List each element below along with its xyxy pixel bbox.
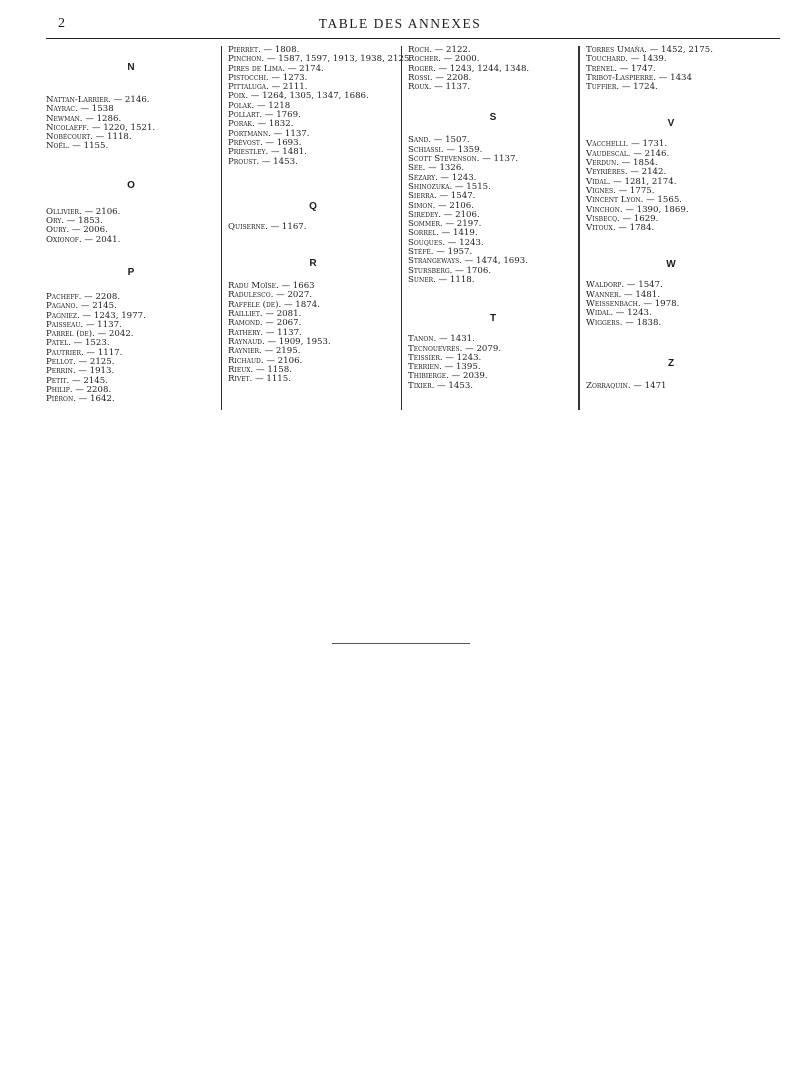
entry-name: Roch.	[408, 45, 432, 55]
entry-name: Vinchon.	[586, 204, 623, 215]
entry-name: Pistocchi.	[228, 72, 269, 83]
entry-name: Pellot.	[46, 357, 76, 368]
entry-name: Visbecq.	[586, 213, 620, 224]
entry-name: Nattan-Larrier.	[46, 95, 111, 105]
entry-name: Siredey.	[408, 209, 442, 220]
entry-refs: — 1629.	[619, 213, 659, 224]
entry-refs: — 1909, 1953.	[264, 336, 331, 347]
section-letter: V	[667, 118, 675, 130]
entry-refs: — 1243.	[442, 352, 482, 363]
entry-name: Suner.	[408, 274, 436, 285]
entry-refs: — 1326.	[425, 163, 465, 174]
entry-name: Tecnouevres.	[408, 343, 463, 354]
entry-name: Poix.	[228, 91, 249, 102]
index-column-3	[401, 46, 578, 410]
entry-name: Pagano.	[46, 301, 79, 312]
entry-refs: — 1117.	[83, 347, 123, 358]
entry-name: Trénel.	[586, 63, 617, 74]
entry-refs: — 1118.	[435, 274, 475, 285]
entry-name: Parrel (de).	[46, 329, 95, 340]
entry-name: Souques.	[408, 237, 446, 248]
entry-refs: — 1784.	[615, 223, 655, 234]
entry-name: Vignes.	[586, 185, 616, 196]
entry-name: Vacchelli.	[586, 139, 629, 150]
entry-refs: — 1419.	[438, 228, 478, 239]
entry-refs: — 1706.	[452, 265, 492, 276]
entry-refs: — 1547.	[436, 191, 476, 202]
entry-name: Torres Umaña.	[586, 45, 647, 55]
entry-refs: — 1853.	[64, 216, 103, 227]
entry-name: Pinchon.	[228, 54, 265, 65]
entry-refs: — 2000.	[440, 54, 480, 65]
entry-refs: — 1243.	[437, 172, 477, 183]
entry-refs: — 1395.	[441, 362, 481, 373]
entry-refs: — 2042.	[94, 329, 134, 340]
entry-name: Roux.	[408, 82, 432, 93]
entry-name: Weissenbach.	[586, 299, 641, 310]
entry-name: Radulesco.	[228, 290, 274, 301]
entry-name: Quiserne.	[228, 221, 268, 232]
entry-name: Verdun.	[586, 158, 619, 169]
entry-refs: — 1243, 1977.	[79, 310, 146, 321]
entry-refs: — 2142.	[627, 167, 667, 178]
entry-refs: — 2106.	[435, 200, 474, 211]
entry-refs: — 2145.	[78, 301, 117, 312]
index-entry	[586, 319, 756, 328]
entry-refs: — 1137.	[83, 319, 122, 330]
entry-refs: — 1220, 1521.	[89, 122, 156, 133]
entry-refs: — 1854.	[618, 158, 658, 169]
entry-refs: — 2106.	[263, 355, 303, 366]
entry-name: Pautrier.	[46, 347, 84, 358]
entry-refs: — 1547.	[624, 280, 663, 291]
entry-name: Priestley.	[228, 147, 269, 158]
entry-name: Tuffier.	[586, 82, 620, 93]
section-letter: O	[127, 179, 135, 191]
entry-refs: — 1874.	[281, 299, 320, 310]
entry-refs: — 2006.	[69, 225, 108, 236]
entry-name: Petit.	[46, 375, 70, 386]
entry-name: Teissier.	[408, 352, 443, 363]
entry-refs: — 1118.	[92, 132, 132, 143]
section-letter: S	[489, 112, 497, 124]
entry-name: Oxionof.	[46, 234, 82, 245]
entry-name: Piéron.	[46, 394, 76, 405]
entry-name: Shinozuka.	[408, 181, 453, 192]
entry-refs: — 1663	[278, 281, 315, 292]
entry-name: Wiggers.	[586, 317, 623, 328]
index-entry	[586, 224, 756, 233]
index-entry	[408, 83, 578, 92]
entry-name: Rathery.	[228, 327, 264, 338]
index-column-1	[46, 46, 216, 405]
entry-name: Roger.	[408, 63, 436, 74]
entry-name: Patel.	[46, 338, 71, 349]
entry-refs: — 1137.	[431, 82, 471, 93]
entry-name: Rossi.	[408, 72, 433, 83]
entry-refs: — 1474, 1693.	[461, 256, 528, 267]
entry-refs: — 2039.	[448, 371, 488, 382]
entry-name: Stéfé.	[408, 247, 434, 258]
entry-refs: — 1747.	[616, 63, 656, 74]
section-letter: Z	[667, 357, 675, 369]
entry-name: Pires de Lima.	[228, 63, 286, 74]
entry-name: Prévost.	[228, 137, 263, 148]
entry-refs: — 1243, 1244, 1348.	[435, 63, 530, 74]
entry-name: Rieux.	[228, 364, 254, 375]
entry-refs: — 1453.	[434, 380, 474, 391]
entry-name: Sierra.	[408, 191, 437, 202]
section-letter: N	[127, 62, 135, 73]
entry-name: Scott Stevenson.	[408, 154, 480, 165]
entry-name: Oury.	[46, 225, 70, 236]
entry-name: Waldorp.	[586, 280, 625, 291]
entry-name: Ollivier.	[46, 206, 82, 217]
index-entry	[46, 236, 216, 245]
entry-refs: — 1167.	[267, 221, 307, 232]
entry-refs: — 1137.	[270, 128, 310, 139]
entry-refs: — 1587, 1597, 1913, 1938, 2125.	[264, 54, 413, 65]
entry-name: Philip.	[46, 384, 73, 395]
entry-name: Radu Moïse.	[228, 281, 279, 292]
entry-refs: — 2027.	[273, 290, 313, 301]
entry-refs: — 2111.	[268, 82, 308, 93]
entry-refs: — 1693.	[262, 137, 302, 148]
index-column-4	[578, 46, 756, 410]
entry-refs: — 2208.	[432, 72, 472, 83]
entry-refs: — 1731.	[628, 139, 668, 150]
entry-name: Vaudescal.	[586, 148, 631, 159]
index-entry	[46, 142, 216, 151]
entry-refs: — 1515.	[452, 181, 491, 192]
entry-name: Railliet.	[228, 309, 263, 320]
index-entry	[46, 395, 216, 404]
entry-refs: — 1155.	[69, 141, 109, 152]
entry-refs: — 1642.	[75, 394, 115, 405]
entry-name: Pacheff.	[46, 291, 82, 302]
entry-name: Sée.	[408, 163, 426, 174]
entry-refs: — 1137.	[263, 327, 302, 338]
entry-name: Tanon.	[408, 334, 437, 345]
entry-name: Newman.	[46, 113, 83, 124]
section-letter: T	[489, 313, 497, 325]
entry-refs: — 2208.	[72, 384, 112, 395]
index-entry	[408, 382, 578, 391]
entry-name: Perrin.	[46, 366, 76, 377]
entry-name: Nayrac.	[46, 104, 78, 115]
entry-refs: — 2146.	[630, 148, 670, 159]
entry-refs: — 2122.	[431, 45, 471, 55]
entry-refs: — 1158.	[253, 364, 292, 375]
entry-refs: — 1359.	[443, 144, 483, 155]
entry-refs: — 2197.	[442, 219, 482, 230]
entry-name: Widal.	[586, 308, 614, 319]
entry-name: Touchard.	[586, 54, 628, 65]
entry-refs: — 1439.	[627, 54, 667, 65]
entry-name: Sézary.	[408, 172, 438, 183]
section-letter: P	[127, 266, 135, 278]
entry-name: Terrien.	[408, 362, 442, 373]
entry-name: Zorraquin.	[586, 380, 631, 391]
entry-name: Pittaluga.	[228, 82, 269, 93]
entry-name: Simon.	[408, 200, 436, 211]
entry-refs: — 1481.	[621, 289, 660, 300]
entry-name: Raffele (de).	[228, 299, 282, 310]
entry-name: Ory.	[46, 216, 65, 227]
entry-name: Sorrel.	[408, 228, 439, 239]
index-entry	[586, 382, 756, 391]
entry-name: Rivet.	[228, 374, 253, 385]
entry-refs: — 1137.	[479, 154, 519, 165]
entry-refs: — 2106.	[441, 209, 480, 220]
entry-refs: — 1957.	[433, 247, 473, 258]
entry-name: Schiassi.	[408, 144, 444, 155]
index-entry	[228, 375, 398, 384]
entry-refs: — 2106.	[81, 206, 121, 217]
entry-refs: — 1481.	[268, 147, 307, 158]
entry-name: Nicolaeff.	[46, 122, 90, 133]
entry-name: Noël.	[46, 141, 70, 152]
entry-refs: — 1273.	[268, 72, 308, 83]
entry-refs: — 1978.	[640, 299, 680, 310]
entry-refs: — 1434	[656, 72, 692, 83]
entry-refs: — 2079.	[462, 343, 502, 354]
index-entry	[228, 223, 398, 232]
entry-name: Nobécourt.	[46, 132, 93, 143]
entry-refs: — 2041.	[81, 234, 121, 245]
entry-name: Raynaud.	[228, 336, 265, 347]
index-entry	[586, 83, 756, 92]
entry-refs: — 1390, 1869.	[622, 204, 689, 215]
section-letter: Q	[309, 200, 317, 212]
entry-name: Pierret.	[228, 45, 261, 55]
entry-refs: — 2146.	[110, 95, 150, 105]
section-letter: R	[309, 258, 317, 270]
index-entry	[228, 158, 398, 167]
page-number: 2	[58, 16, 65, 31]
entry-name: Polak.	[228, 100, 255, 111]
entry-refs: — 1452, 2175.	[646, 45, 713, 55]
entry-name: Vincent Lyon.	[586, 195, 644, 206]
entry-refs: — 2081.	[262, 309, 302, 320]
page-title: TABLE DES ANNEXES	[318, 16, 482, 31]
entry-refs: — 2208.	[81, 291, 121, 302]
entry-refs: — 2067.	[262, 318, 302, 329]
entry-refs: — 1565.	[643, 195, 683, 206]
entry-name: Pagniez.	[46, 310, 80, 321]
entry-refs: — 1775.	[615, 185, 655, 196]
entry-name: Sand.	[408, 135, 432, 146]
entry-name: Rocher.	[408, 54, 441, 65]
entry-name: Tixier.	[408, 380, 435, 391]
entry-refs: — 1286.	[82, 113, 122, 124]
section-letter: W	[666, 259, 676, 271]
entry-refs: — 1507.	[431, 135, 470, 146]
entry-refs: — 1523.	[70, 338, 110, 349]
entry-name: Vidal.	[586, 176, 611, 187]
entry-refs: — 1264, 1305, 1347, 1686.	[248, 91, 369, 102]
entry-refs: — 2174.	[285, 63, 324, 74]
entry-refs: — 1218	[254, 100, 291, 111]
bottom-rule	[332, 643, 470, 644]
entry-name: Thibierge.	[408, 371, 449, 382]
entry-name: Raynier.	[228, 346, 262, 357]
entry-refs: — 1243.	[445, 237, 484, 248]
entry-name: Richaud.	[228, 355, 264, 366]
entry-name: Porak.	[228, 119, 255, 130]
entry-name: Proust.	[228, 156, 260, 167]
entry-refs: — 1115.	[252, 374, 291, 385]
entry-name: Stursberg.	[408, 265, 453, 276]
entry-refs: — 1769.	[262, 110, 301, 121]
entry-refs: — 1838.	[622, 317, 662, 328]
entry-refs: — 1471	[630, 380, 667, 391]
entry-name: Strangeways.	[408, 256, 462, 267]
entry-name: Pollart.	[228, 110, 263, 121]
entry-refs: — 1808.	[260, 45, 300, 55]
entry-refs: — 1281, 2174.	[610, 176, 677, 187]
entry-name: Tribot-Laspierre.	[586, 72, 657, 83]
entry-refs: — 2125.	[75, 357, 115, 368]
entry-name: Wanner.	[586, 289, 622, 300]
entry-refs: — 1724.	[619, 82, 658, 93]
entry-refs: — 1453.	[259, 156, 298, 167]
entry-refs: — 1913.	[75, 366, 115, 377]
entry-refs: — 1243.	[613, 308, 652, 319]
entry-refs: — 1832.	[254, 119, 294, 130]
entry-name: Veyrières.	[586, 167, 628, 178]
index-column-2	[221, 45, 413, 410]
entry-refs: — 1431.	[436, 334, 475, 345]
entry-refs: — 2195.	[261, 346, 301, 357]
entry-name: Paisseau.	[46, 319, 84, 330]
entry-name: Portmann.	[228, 128, 271, 139]
header-rule	[46, 38, 780, 39]
entry-name: Sommer.	[408, 219, 443, 230]
entry-name: Ramond.	[228, 318, 263, 329]
entry-refs: — 1538	[77, 104, 114, 115]
index-entry	[408, 276, 578, 285]
entry-refs: — 2145.	[69, 375, 108, 386]
entry-name: Vitoux.	[586, 223, 616, 234]
